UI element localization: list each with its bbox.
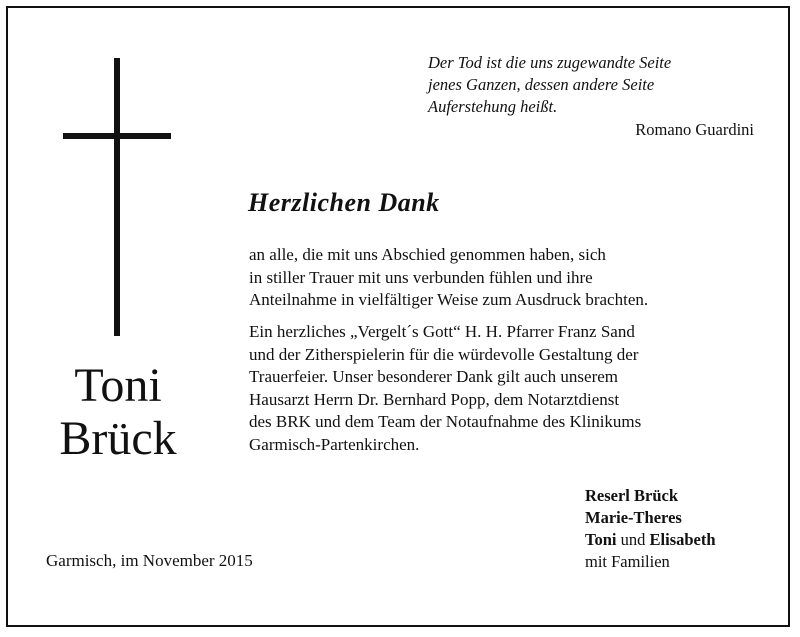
signer-name: Toni	[585, 530, 617, 549]
cross-icon-horizontal	[63, 133, 171, 139]
quote	[428, 52, 758, 118]
place-date: Garmisch, im November 2015	[46, 551, 253, 570]
paragraph-line: Trauerfeier. Unser besonderer Dank gilt auch unserem	[249, 367, 618, 386]
signer-conjunction: und	[616, 530, 650, 549]
signer-line: Reserl Brück	[585, 486, 679, 505]
thanks-paragraph-2	[249, 321, 759, 456]
paragraph-line: Ein herzliches „Vergelt´s Gott“ H. H. Pfarrer Franz Sand	[249, 322, 635, 341]
thanks-heading: Herzlichen Dank	[248, 188, 440, 217]
paragraph-line: an alle, die mit uns Abschied genommen haben, sich	[249, 245, 606, 264]
deceased-last-name: Brück	[59, 412, 177, 465]
quote-line: jenes Ganzen, dessen andere Seite	[428, 75, 655, 94]
thanks-paragraph-1	[249, 244, 759, 312]
signer-line: mit Familien	[585, 552, 670, 571]
paragraph-line: und der Zitherspielerin für die würdevolle Gestaltung der	[249, 344, 639, 364]
quote-author: Romano Guardini	[635, 120, 754, 139]
paragraph-line: in stiller Trauer mit uns verbunden fühlen und ihre	[249, 267, 593, 287]
cross-icon-vertical	[114, 58, 120, 336]
paragraph-line: des BRK und dem Team der Notaufnahme des Klinikums	[249, 412, 642, 431]
signer-line	[585, 529, 716, 551]
quote-line: Auferstehung heißt.	[428, 97, 558, 116]
signer-line: Marie-Theres	[585, 508, 682, 527]
signer-name: Elisabeth	[649, 530, 716, 549]
paragraph-line: Hausarzt Herrn Dr. Bernhard Popp, dem Notarztdienst	[249, 389, 620, 409]
signers	[585, 485, 716, 573]
paragraph-line: Anteilnahme in vielfältiger Weise zum Ausdruck brachten.	[249, 290, 649, 309]
deceased-first-name: Toni	[74, 359, 162, 412]
paragraph-line: Garmisch-Partenkirchen.	[249, 434, 420, 454]
quote-line: Der Tod ist die uns zugewandte Seite	[428, 53, 672, 72]
